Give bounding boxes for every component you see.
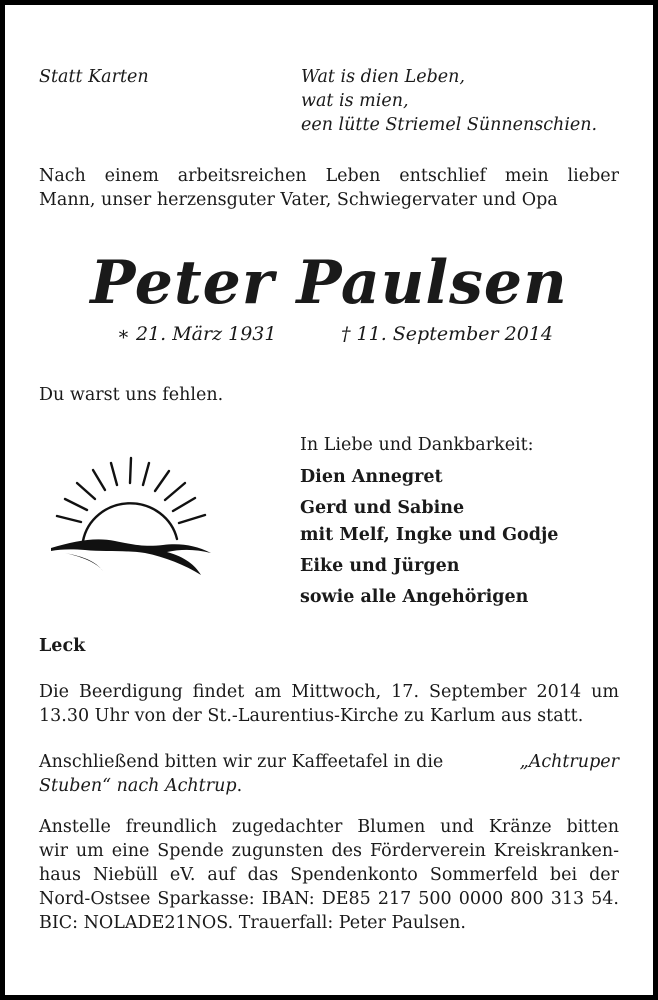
intro-line: Nach einem arbeitsreichen Leben entschlief mein lieber [39,166,619,186]
poem-line: wat is mien, [301,91,409,111]
statt-karten: Statt Karten [39,67,149,87]
mourner: mit Melf, Ingke und Godje [300,525,559,545]
donation-line: wir um eine Spende zugunsten des Förderverein Kreiskranken- [39,841,619,861]
coffee-venue: Stuben“ nach Achtrup [39,776,237,796]
coffee-text: . [236,776,243,796]
coffee-text: Anschließend bitten wir zur Kaffeetafel in die [39,752,444,772]
place: Leck [39,636,86,656]
poem-line: een lütte Striemel Sünnenschien. [301,115,598,135]
donation-line: Nord-Ostsee Sparkasse: IBAN: DE85 217 500 0000 800 313 54. [39,889,619,909]
deceased-name: Peter Paulsen [90,248,568,318]
coffee-line [39,774,242,798]
farewell-text: Du warst uns fehlen. [39,385,224,405]
birth-date: ∗ 21. März 1931 [117,323,277,345]
poem-line: Wat is dien Leben, [301,67,465,87]
death-date: † 11. September 2014 [341,323,553,345]
funeral-line: Die Beerdigung findet am Mittwoch, 17. September 2014 um [39,682,619,702]
intro-line: Mann, unser herzensguter Vater, Schwiegervater und Opa [39,190,558,210]
donation-line: haus Niebüll eV. auf das Spendenkonto Sommerfeld bei der [39,865,619,885]
obituary-card [5,5,653,995]
mourner: Dien Annegret [300,467,443,487]
mourners-intro: In Liebe und Dankbarkeit: [300,435,534,455]
coffee-line [39,750,619,774]
coffee-venue: „Achtruper [519,752,619,772]
sunset-icon [45,453,215,588]
donation-line: BIC: NOLADE21NOS. Trauerfall: Peter Paulsen. [39,913,466,933]
mourner: Gerd und Sabine [300,498,465,518]
donation-line: Anstelle freundlich zugedachter Blumen und Kränze bitten [39,817,619,837]
mourner: Eike und Jürgen [300,556,460,576]
funeral-line: 13.30 Uhr von der St.-Laurentius-Kirche zu Karlum aus statt. [39,706,584,726]
mourner: sowie alle Angehörigen [300,587,529,607]
